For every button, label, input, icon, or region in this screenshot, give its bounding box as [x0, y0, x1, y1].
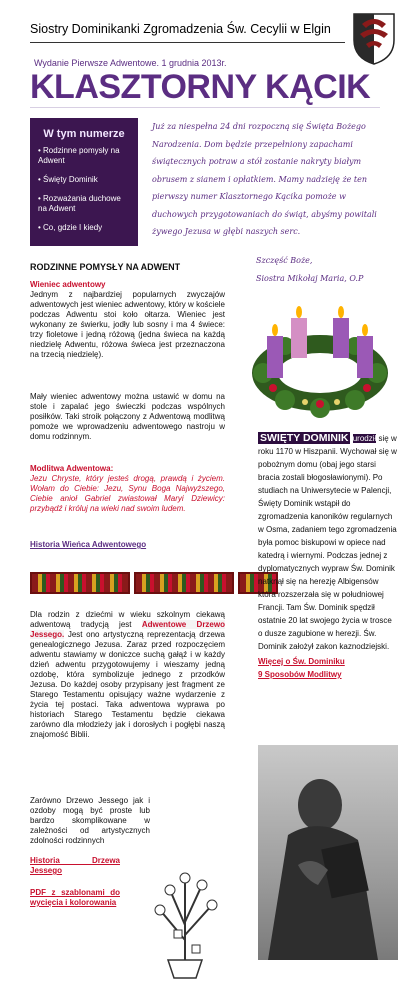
intro-text: Już za niespełna 24 dni rozpoczną się Święta Bożego Narodzenia. Dom będzie przepełniony zapachami świątecznych potraw a stół zostanie nakryty białym obrusem z sianem i opłatkiem. Mamy nadzieję że ten pierwszy numer Klasztornego Kącika pomoże w duchowych przygotowaniach do świąt, abyśmy powitali żywego Jezusa w głębi naszych serc. [152, 122, 377, 236]
pdf-link[interactable]: PDF z szablonami do wycięcia i kolorowania [30, 888, 120, 907]
jesse-intro: Dla rodzin z dziećmi w wieku szkolnym ciekawą adwentową tradycją jest [30, 610, 225, 629]
dominic-title: SWIĘTY DOMINIK [260, 432, 349, 444]
toc-item[interactable]: • Święty Dominik [38, 175, 130, 185]
saint-dominic-section [258, 432, 398, 681]
decorative-strip [30, 572, 130, 594]
dominic-more-link[interactable]: Więcej o Św. Dominiku [258, 657, 345, 666]
jesse-text: Jest ono artystyczną reprezentacją drzewa genealogicznego Jezusa. Zaraz przed rozpoczęciem adwentu stawiamy w doniczce suchą gałąź i w każdy dzień adwentu przygotowujemy i wieszamy jedną ozdobę, która symbolizuje jednego z przodków Jezusa. Do każdej osoby przypisany jest fragment ze Starego Testamentu opisujący ważne wydarzenie z życia tej postaci. Taka adwentowa wyprawa po historiach Starego Testamentu będzie ciekawa zarówno dla młodzieży jak i dorosłych i pogłębi naszą znajomość Biblii. [30, 630, 225, 739]
header-divider [30, 42, 345, 43]
masthead-divider [30, 107, 380, 108]
jesse-section [30, 610, 225, 740]
wreath-title: Wieniec adwentowy [30, 280, 106, 289]
masthead: KLASZTORNY KĄCIK [30, 68, 371, 106]
header-title: Siostry Dominikanki Zgromadzenia Św. Cecylii w Elgin [30, 22, 331, 36]
wreath-section [30, 280, 225, 360]
prayer-text: Jezu Chryste, który jesteś drogą, prawdą i życiem. Wołam do Ciebie: Jezu, Synu Boga Najwyższego, Ciebie anioł Gabriel zwiastował Maryi Dziewicy: przybądź i króluj na wieki nad swoim ludem. [30, 474, 225, 513]
prayer-ways-link[interactable]: 9 Sposobów Modlitwy [258, 670, 342, 679]
toc-item[interactable]: • Co, gdzie I kiedy [38, 223, 130, 233]
wreath-text-2: Mały wieniec adwentowy można ustawić w domu na stole i zapalać jego świeczki podczas wspólnych posiłków. Taki stroik połączony z Adwentową modlitwą pomoże we wprowadzeniu adwentowego nastroju w domu rodzinnym. [30, 392, 225, 441]
saint-dominic-statue-image [258, 745, 398, 960]
jesse-text-2: Zarówno Drzewo Jessego jak i ozdoby mogą być proste lub bardzo skomplikowane w zależności od artystycznych zdolności rodzinnych [30, 796, 150, 845]
tree-history-link[interactable]: Historia Drzewa Jessego [30, 856, 120, 875]
toc-item[interactable]: • Rozważania duchowe na Adwent [38, 194, 130, 214]
toc-box [30, 118, 138, 246]
wreath-history-link[interactable]: Historia Wieńca Adwentowego [30, 540, 147, 549]
dominic-title-suffix: urodził [352, 434, 377, 443]
section-heading-family: RODZINNE POMYSŁY NA ADWENT [30, 262, 181, 272]
jesse-highlight[interactable]: Adwentowe Drzewo Jessego. [30, 620, 225, 639]
prayer-section [30, 464, 225, 514]
signature: Siostra Mikołaj Maria, O.P [256, 274, 364, 283]
decorative-strip [134, 572, 234, 594]
dominic-text: się w roku 1170 w Hiszpanii. Wychował się w pobożnym domu (obaj jego starsi bracia zostali błogosławionymi). Po studiach na Uniwersytecie w Palencji, Święty Dominik wstąpił do zgromadzenia kanoników regularnych w Osma, zadaniem tego zgromadzenia była pomoc biskupowi w opiece nad katedrą i wiernymi. Podczas jednej z dyplomatycznych wypraw Św. Dominik natknął się na herezję Albigensów która rozszerzała się w południowej Francji. Tam Św. Dominik spędził ostatnie 20 lat swojego życia w trosce o dusze zagubione w herezji. Św. Dominik założył zakon kaznodziejski. [258, 434, 397, 651]
toc-item[interactable]: • Rodzinne pomysły na Adwent [38, 146, 130, 166]
dominican-crest-icon [352, 10, 396, 66]
issue-line: Wydanie Pierwsze Adwentowe. 1 grudnia 2013r. [34, 58, 227, 68]
jesse-tree-image [130, 860, 240, 980]
advent-wreath-image [245, 278, 395, 418]
wreath-text: Jednym z najbardziej popularnych zwyczajów adwentowych jest wieniec adwentowy, który w kościele podczas Adwentu stoi koło ołtarza. Wieniec jest wykonany ze świerku, jodły lub sosny i ma 4 świece: trzy fioletowe i jedną różową (jedna świeca na każdą niedzielę Adwentu, różowa świeca jest przeznaczona na trzecią niedzielę). [30, 290, 225, 359]
greeting: Szczęść Boże, [256, 256, 313, 265]
prayer-title: Modlitwa Adwentowa: [30, 464, 114, 473]
toc-heading: W tym numerze [43, 128, 125, 140]
